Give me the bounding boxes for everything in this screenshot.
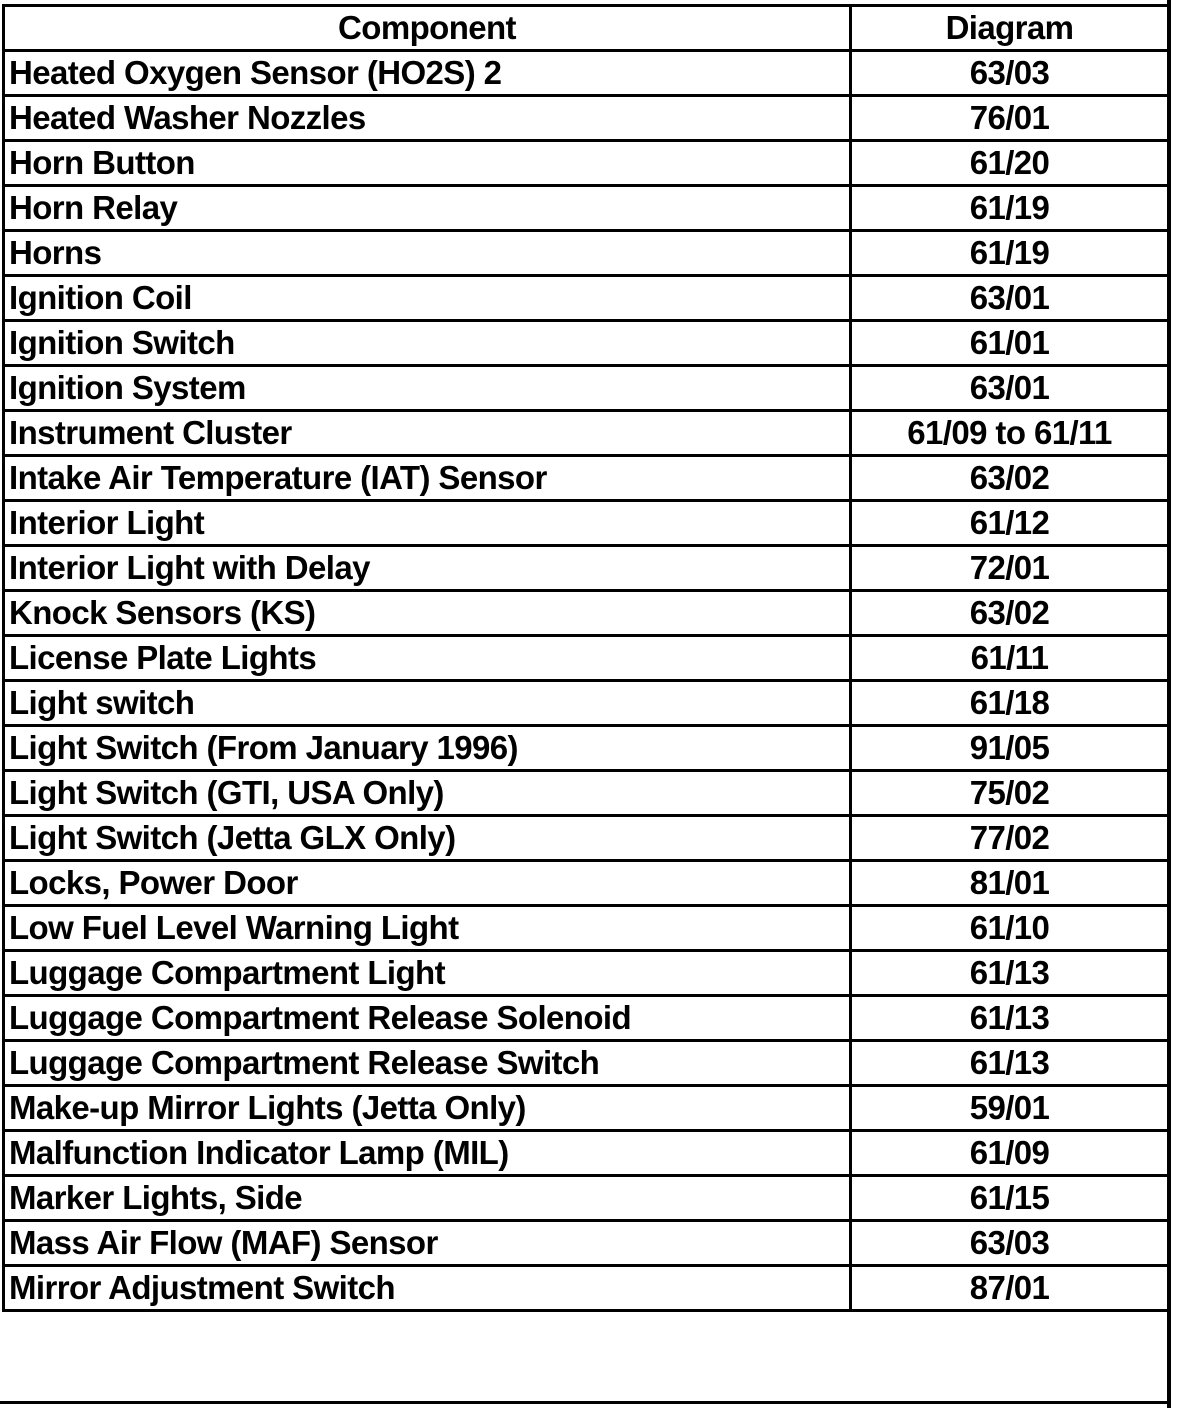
diagram-cell: 75/02 <box>851 771 1169 816</box>
table-row <box>4 861 1169 906</box>
diagram-cell: 63/02 <box>851 591 1169 636</box>
component-cell: License Plate Lights <box>4 636 851 681</box>
component-cell: Ignition Switch <box>4 321 851 366</box>
table-row <box>4 1086 1169 1131</box>
component-cell: Ignition System <box>4 366 851 411</box>
table-row <box>4 816 1169 861</box>
component-cell: Light switch <box>4 681 851 726</box>
diagram-cell: 81/01 <box>851 861 1169 906</box>
component-cell: Heated Oxygen Sensor (HO2S) 2 <box>4 51 851 96</box>
component-cell: Horn Relay <box>4 186 851 231</box>
table-row <box>4 726 1169 771</box>
table-row <box>4 96 1169 141</box>
table-right-edge <box>1167 0 1171 1408</box>
component-cell: Light Switch (GTI, USA Only) <box>4 771 851 816</box>
diagram-cell: 61/19 <box>851 231 1169 276</box>
component-cell: Mirror Adjustment Switch <box>4 1266 851 1311</box>
diagram-cell: 63/01 <box>851 276 1169 321</box>
table-row <box>4 276 1169 321</box>
component-cell: Low Fuel Level Warning Light <box>4 906 851 951</box>
diagram-cell: 63/01 <box>851 366 1169 411</box>
table-row <box>4 456 1169 501</box>
table-row <box>4 411 1169 456</box>
header-component: Component <box>4 6 851 51</box>
component-cell: Light Switch (Jetta GLX Only) <box>4 816 851 861</box>
component-cell: Horns <box>4 231 851 276</box>
table-row <box>4 231 1169 276</box>
component-cell: Intake Air Temperature (IAT) Sensor <box>4 456 851 501</box>
table-row <box>4 186 1169 231</box>
diagram-cell: 63/02 <box>851 456 1169 501</box>
component-cell: Luggage Compartment Release Solenoid <box>4 996 851 1041</box>
diagram-cell: 61/01 <box>851 321 1169 366</box>
component-cell: Horn Button <box>4 141 851 186</box>
table-row <box>4 1041 1169 1086</box>
table-row <box>4 366 1169 411</box>
table-row <box>4 51 1169 96</box>
table-row <box>4 1176 1169 1221</box>
diagram-cell: 61/19 <box>851 186 1169 231</box>
diagram-cell: 61/13 <box>851 951 1169 996</box>
diagram-cell: 61/09 to 61/11 <box>851 411 1169 456</box>
table-row <box>4 1131 1169 1176</box>
table-row <box>4 546 1169 591</box>
diagram-cell: 61/09 <box>851 1131 1169 1176</box>
table-row <box>4 1266 1169 1311</box>
diagram-cell: 63/03 <box>851 51 1169 96</box>
table-body <box>4 51 1169 1311</box>
diagram-cell: 76/01 <box>851 96 1169 141</box>
table-row <box>4 951 1169 996</box>
table-row <box>4 501 1169 546</box>
diagram-cell: 61/12 <box>851 501 1169 546</box>
table-row <box>4 636 1169 681</box>
component-cell: Marker Lights, Side <box>4 1176 851 1221</box>
diagram-cell: 63/03 <box>851 1221 1169 1266</box>
header-row <box>4 6 1169 51</box>
component-cell: Ignition Coil <box>4 276 851 321</box>
diagram-cell: 61/13 <box>851 1041 1169 1086</box>
table-bottom-edge <box>0 1401 1171 1404</box>
table-row <box>4 771 1169 816</box>
component-cell: Make-up Mirror Lights (Jetta Only) <box>4 1086 851 1131</box>
component-cell: Instrument Cluster <box>4 411 851 456</box>
table-row <box>4 996 1169 1041</box>
diagram-cell: 61/20 <box>851 141 1169 186</box>
component-cell: Interior Light with Delay <box>4 546 851 591</box>
table-row <box>4 141 1169 186</box>
diagram-cell: 61/13 <box>851 996 1169 1041</box>
component-cell: Light Switch (From January 1996) <box>4 726 851 771</box>
diagram-cell: 72/01 <box>851 546 1169 591</box>
header-diagram: Diagram <box>851 6 1169 51</box>
diagram-cell: 61/15 <box>851 1176 1169 1221</box>
component-cell: Malfunction Indicator Lamp (MIL) <box>4 1131 851 1176</box>
component-cell: Locks, Power Door <box>4 861 851 906</box>
component-cell: Knock Sensors (KS) <box>4 591 851 636</box>
component-cell: Luggage Compartment Light <box>4 951 851 996</box>
table-row <box>4 321 1169 366</box>
component-cell: Mass Air Flow (MAF) Sensor <box>4 1221 851 1266</box>
table-row <box>4 906 1169 951</box>
table-row <box>4 1221 1169 1266</box>
table-row <box>4 591 1169 636</box>
diagram-cell: 87/01 <box>851 1266 1169 1311</box>
component-cell: Interior Light <box>4 501 851 546</box>
diagram-cell: 61/10 <box>851 906 1169 951</box>
table-row <box>4 681 1169 726</box>
diagram-cell: 59/01 <box>851 1086 1169 1131</box>
diagram-cell: 61/18 <box>851 681 1169 726</box>
component-cell: Heated Washer Nozzles <box>4 96 851 141</box>
diagram-cell: 61/11 <box>851 636 1169 681</box>
component-index-table <box>2 4 1170 1312</box>
diagram-cell: 91/05 <box>851 726 1169 771</box>
diagram-cell: 77/02 <box>851 816 1169 861</box>
component-cell: Luggage Compartment Release Switch <box>4 1041 851 1086</box>
